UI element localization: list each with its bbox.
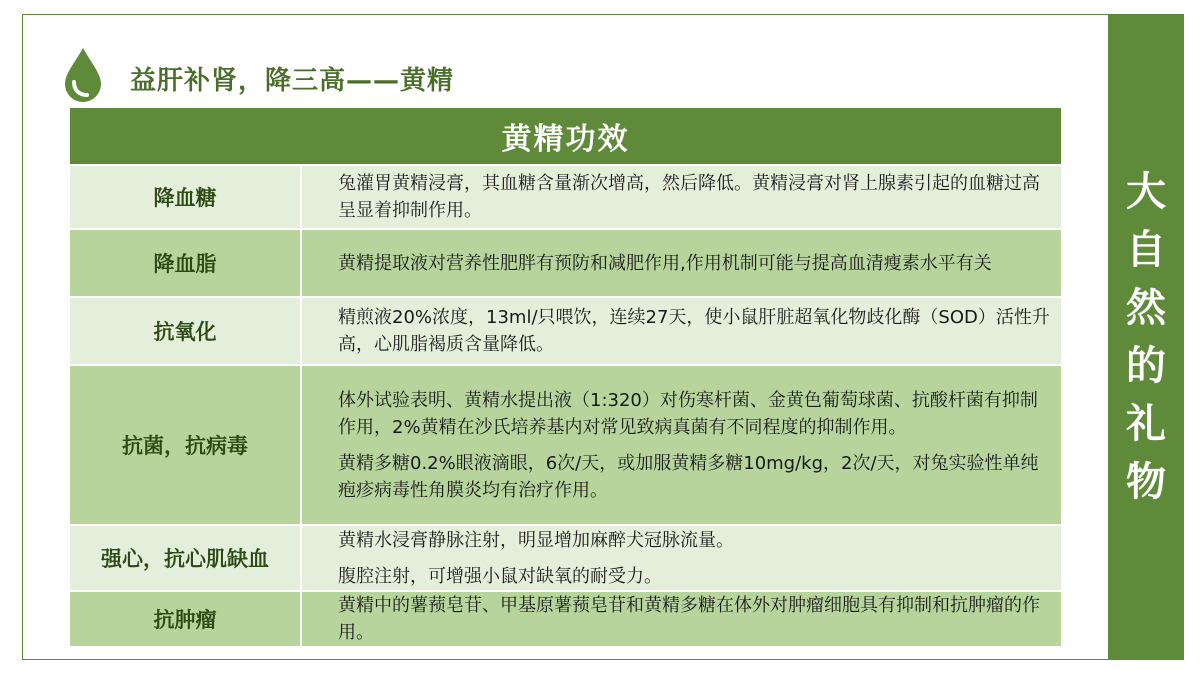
table-heading: 黄精功效: [70, 108, 1061, 164]
row-text: 精煎液20%浓度，13ml/只喂饮，连续27天，使小鼠肝脏超氧化物歧化酶（SOD）活性升高，心肌脂褐质含量降低。: [338, 307, 1050, 355]
row-text: 体外试验表明、黄精水提出液（1:320）对伤寒杆菌、金黄色葡萄球菌、抗酸杆菌有抑制作用，2%黄精在沙氏培养基内对常见致病真菌有不同程度的抑制作用。: [338, 389, 1038, 438]
table-row: [70, 364, 1061, 524]
side-banner-char: 物: [1126, 459, 1166, 505]
row-text: 黄精中的薯蓣皂苷、甲基原薯蓣皂苷和黄精多糖在体外对肿瘤细胞具有抑制和抗肿瘤的作用。: [338, 595, 1040, 643]
page-title: 益肝补肾，降三高——黄精: [130, 66, 455, 96]
row-label: 抗氧化: [70, 298, 302, 364]
side-banner: [1108, 14, 1184, 660]
row-label: 抗肿瘤: [70, 592, 302, 646]
side-banner-char: 礼: [1126, 401, 1166, 447]
table-row: [70, 164, 1061, 228]
row-content: [302, 366, 1061, 524]
side-banner-char: 然: [1126, 285, 1166, 331]
row-label: 降血脂: [70, 230, 302, 296]
table-row: [70, 590, 1061, 646]
row-text: 黄精水浸膏静脉注射，明显增加麻醉犬冠脉流量。: [338, 529, 734, 551]
row-content: [302, 526, 1061, 590]
row-content: [302, 230, 1061, 296]
table-row: [70, 524, 1061, 590]
table-row: [70, 228, 1061, 296]
row-content: [302, 592, 1061, 646]
row-label: 降血糖: [70, 166, 302, 228]
row-label: 抗菌，抗病毒: [70, 366, 302, 524]
table-row: [70, 296, 1061, 364]
row-content: [302, 166, 1061, 228]
row-text: 黄精多糖0.2%眼液滴眼，6次/天，或加服黄精多糖10mg/kg，2次/天，对兔实验性单纯疱疹病毒性角膜炎均有治疗作用。: [338, 452, 1039, 501]
efficacy-table: [70, 108, 1061, 646]
row-content: [302, 298, 1061, 364]
row-text: 腹腔注射，可增强小鼠对缺氧的耐受力。: [338, 565, 662, 587]
side-banner-char: 的: [1126, 343, 1166, 389]
water-drop-icon: [62, 46, 104, 104]
side-banner-char: 自: [1126, 227, 1166, 273]
side-banner-char: 大: [1126, 169, 1166, 215]
row-label: 强心，抗心肌缺血: [70, 526, 302, 590]
row-text: 黄精提取液对营养性肥胖有预防和减肥作用,作用机制可能与提高血清瘦素水平有关: [338, 252, 992, 274]
row-text: 兔灌胃黄精浸膏，其血糖含量渐次增高，然后降低。黄精浸膏对肾上腺素引起的血糖过高呈显着抑制作用。: [338, 173, 1040, 221]
